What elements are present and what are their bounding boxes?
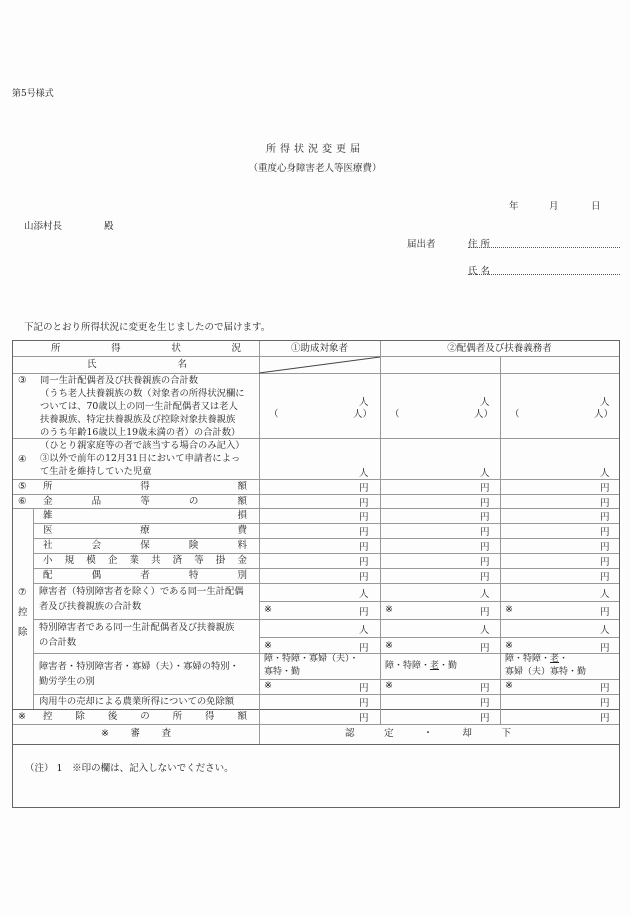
row7-number: ⑦	[18, 587, 27, 598]
addressee: 山添村長	[24, 221, 63, 232]
special_disabled-dependent-count-unit[interactable]: 人	[600, 625, 610, 636]
row5-number: ⑤	[18, 481, 27, 492]
beef-spouse-unit[interactable]: 円	[480, 698, 490, 709]
lead-text: 下記のとおり所得状況に変更を生じましたので届けます。	[24, 322, 271, 333]
notifier-label: 届出者	[407, 239, 436, 250]
beef-subject-unit[interactable]: 円	[359, 698, 369, 709]
beef-dependent-unit[interactable]: 円	[600, 698, 610, 709]
deductions-label-2: 除	[18, 627, 28, 638]
after-deduction-kome: ※	[18, 711, 26, 722]
review-label: ※ 審 査	[101, 728, 171, 739]
disabled-dependent-kome: ※	[505, 604, 513, 615]
note-text: （注） 1 ※印の欄は、記入しないでください。	[25, 763, 234, 774]
after-deduction-label: 控 除 後 の 所 得 額	[43, 711, 247, 722]
row6-number: ⑥	[18, 496, 27, 507]
row5-subject-unit[interactable]: 円	[359, 483, 369, 494]
category-subject-yen-unit[interactable]: 円	[359, 683, 369, 694]
deduction-3-spouse-unit[interactable]: 円	[480, 557, 490, 568]
disabled-subject-yen-unit[interactable]: 円	[359, 607, 369, 618]
document-subtitle: （重度心身障害老人等医療費）	[248, 163, 382, 174]
row6-label: 金 品 等 の 額	[43, 496, 247, 507]
deduction-beef-label: 肉用牛の売却による農業所得についての免除額	[39, 696, 235, 707]
deduction-1-subject-unit[interactable]: 円	[359, 527, 369, 538]
disabled-spouse-yen-unit[interactable]: 円	[480, 607, 490, 618]
form-number: 第5号様式	[12, 89, 54, 99]
deduction-social-insurance: 社 会 保 険 料	[43, 540, 247, 551]
header-name: 氏 名	[87, 359, 187, 370]
disabled-spouse-kome: ※	[385, 604, 393, 615]
row6-subject-unit[interactable]: 円	[359, 498, 369, 509]
deduction-1-dependent-unit[interactable]: 円	[600, 527, 610, 538]
deduction-3-dependent-unit[interactable]: 円	[600, 557, 610, 568]
row5-dependent-unit[interactable]: 円	[600, 483, 610, 494]
date-day: 日	[591, 201, 601, 212]
name-field[interactable]	[468, 274, 620, 275]
document-title: 所得状況変更届	[266, 144, 364, 155]
special_disabled-subject-count-unit[interactable]: 人	[359, 625, 369, 636]
honorific: 殿	[104, 221, 114, 232]
deduction-special-disabled-label: 特別障害者である同一生計配偶者及び扶養親族 の合計数	[39, 622, 235, 648]
row4-dependent-unit[interactable]: 人	[600, 468, 610, 479]
address-field[interactable]	[468, 247, 620, 248]
special_disabled-spouse-kome: ※	[385, 640, 393, 651]
deduction-0-dependent-unit[interactable]: 円	[600, 512, 610, 523]
disabled-subject-kome: ※	[264, 604, 272, 615]
header-income-status: 所 得 状 況	[51, 343, 241, 354]
row6-spouse-unit[interactable]: 円	[480, 498, 490, 509]
category-spouse-yen-unit[interactable]: 円	[480, 683, 490, 694]
special_disabled-subject-kome: ※	[264, 640, 272, 651]
disabled-spouse-count-unit[interactable]: 人	[480, 589, 490, 600]
row4-subject-unit[interactable]: 人	[359, 468, 369, 479]
special_disabled-spouse-yen-unit[interactable]: 円	[480, 643, 490, 654]
category-dependent-options[interactable]: 障・特障・老・ 寡婦（夫）寡特・勤	[505, 654, 587, 677]
disabled-dependent-count-unit[interactable]: 人	[600, 589, 610, 600]
deduction-4-subject-unit[interactable]: 円	[359, 572, 369, 583]
income-status-table: 所 得 状 況 ①助成対象者 ②配偶者及び扶養義務者 氏 名 ③ 同一生計配偶者及び扶養親族の合計数 （うち老人扶養親族の数（対象者の所得状況欄に ついては、70歳以上の同一生計配偶者又は老人 扶養親族、特定扶養親族及び控除対象扶養親族 のうち年齢16歳以上19歳未満の者）の合計数） 人 （ 人） 人 （ 人） 人 （ 人） ④ （ひとり親家庭等の者で該当する場合のみ記入） ③以外で前年の12月31日において申請者によっ て生計を維持していた児童 人 人 人 ⑤ 所 得 額 円 円 円 ⑥ 金 品 等 の 額 円 円 円 ⑦ 控 除 雑 損 医 療 費 社 会 保 険 料 小 規 模 企 業 共 済 等 掛 金 配 偶 者 特 別 円 円 円 円 円 円 円 円 円 円 円 円 円 円 円 障害者（特別障害者を除く）である同一生計配偶 者及び扶養親族の合計数 特別障害者である同一生計配偶者及び扶養親族 の合計数 人 ※ 円 人 ※ 円 人 ※ 円 人 ※ 円 人 ※ 円 人 ※ 円 ※ 円 ※ 円 ※ 円 障害者・特別障害者・寡婦（夫）・寡婦の特別・ 勤労学生の別 障・特障・寡婦（夫）・ 寡特・勤 障・特障・老・勤 障・特障・老・ 寡婦（夫）寡特・勤 肉用牛の売却による農業所得についての免除額 円 円 円 ※ 控 除 後 の 所 得 額 円 円 円 ※ 審 査 認 定 ・ 却 下 （注） 1 ※印の欄は、記入しないでください。	[12, 340, 620, 808]
deduction-disabled-label: 障害者（特別障害者を除く）である同一生計配偶 者及び扶養親族の合計数	[39, 586, 244, 612]
disabled-subject-count-unit[interactable]: 人	[359, 589, 369, 600]
deduction-3-subject-unit[interactable]: 円	[359, 557, 369, 568]
category-subject-options[interactable]: 障・特障・寡婦（夫）・ 寡特・勤	[264, 654, 359, 677]
row5-label: 所 得 額	[43, 481, 247, 492]
date-year: 年	[509, 201, 519, 212]
deduction-2-spouse-unit[interactable]: 円	[480, 542, 490, 553]
category-spouse-options[interactable]: 障・特障・老・勤	[385, 661, 458, 671]
deduction-1-spouse-unit[interactable]: 円	[480, 527, 490, 538]
deduction-0-spouse-unit[interactable]: 円	[480, 512, 490, 523]
row6-dependent-unit[interactable]: 円	[600, 498, 610, 509]
special_disabled-dependent-yen-unit[interactable]: 円	[600, 643, 610, 654]
row4-spouse-unit[interactable]: 人	[480, 468, 490, 479]
date-month: 月	[549, 201, 559, 212]
deduction-4-dependent-unit[interactable]: 円	[600, 572, 610, 583]
row4-number: ④	[18, 454, 27, 465]
row3-number: ③	[18, 375, 27, 386]
header-subject: ①助成対象者	[290, 343, 348, 354]
deduction-4-spouse-unit[interactable]: 円	[480, 572, 490, 583]
deduction-medical: 医 療 費	[43, 525, 247, 536]
deductions-label-1: 控	[18, 607, 28, 618]
special_disabled-spouse-count-unit[interactable]: 人	[480, 625, 490, 636]
after-dependent-unit[interactable]: 円	[600, 713, 610, 724]
after-spouse-unit[interactable]: 円	[480, 713, 490, 724]
category-dependent-yen-unit[interactable]: 円	[600, 683, 610, 694]
special_disabled-subject-yen-unit[interactable]: 円	[359, 643, 369, 654]
category-dependent-kome: ※	[505, 680, 513, 691]
after-subject-unit[interactable]: 円	[359, 713, 369, 724]
deduction-spouse-special: 配 偶 者 特 別	[43, 570, 247, 581]
deduction-casualty: 雑 損	[43, 510, 247, 521]
deduction-2-subject-unit[interactable]: 円	[359, 542, 369, 553]
review-result[interactable]: 認 定 ・ 却 下	[345, 728, 511, 739]
row4-label: （ひとり親家庭等の者で該当する場合のみ記入） ③以外で前年の12月31日において申請者によっ て生計を維持していた児童	[40, 440, 245, 477]
deduction-small-business: 小 規 模 企 業 共 済 等 掛 金	[43, 555, 247, 566]
diagonal-slash	[259, 356, 381, 374]
deduction-0-subject-unit[interactable]: 円	[359, 512, 369, 523]
address-label: 住 所	[468, 239, 491, 250]
category-spouse-kome: ※	[385, 680, 393, 691]
header-spouse: ②配偶者及び扶養義務者	[447, 343, 552, 354]
row3-label: 同一生計配偶者及び扶養親族の合計数 （うち老人扶養親族の数（対象者の所得状況欄に ついては、70歳以上の同一生計配偶者又は老人 扶養親族、特定扶養親族及び控除対象扶養親族 のうち年齢16歳以上19歳未満の者）の合計数）	[40, 375, 245, 438]
disabled-dependent-yen-unit[interactable]: 円	[600, 607, 610, 618]
deduction-2-dependent-unit[interactable]: 円	[600, 542, 610, 553]
special_disabled-dependent-kome: ※	[505, 640, 513, 651]
deduction-category-label: 障害者・特別障害者・寡婦（夫）・寡婦の特別・ 勤労学生の別	[39, 661, 239, 687]
name-label: 氏 名	[468, 266, 491, 277]
row5-spouse-unit[interactable]: 円	[480, 483, 490, 494]
category-subject-kome: ※	[264, 680, 272, 691]
